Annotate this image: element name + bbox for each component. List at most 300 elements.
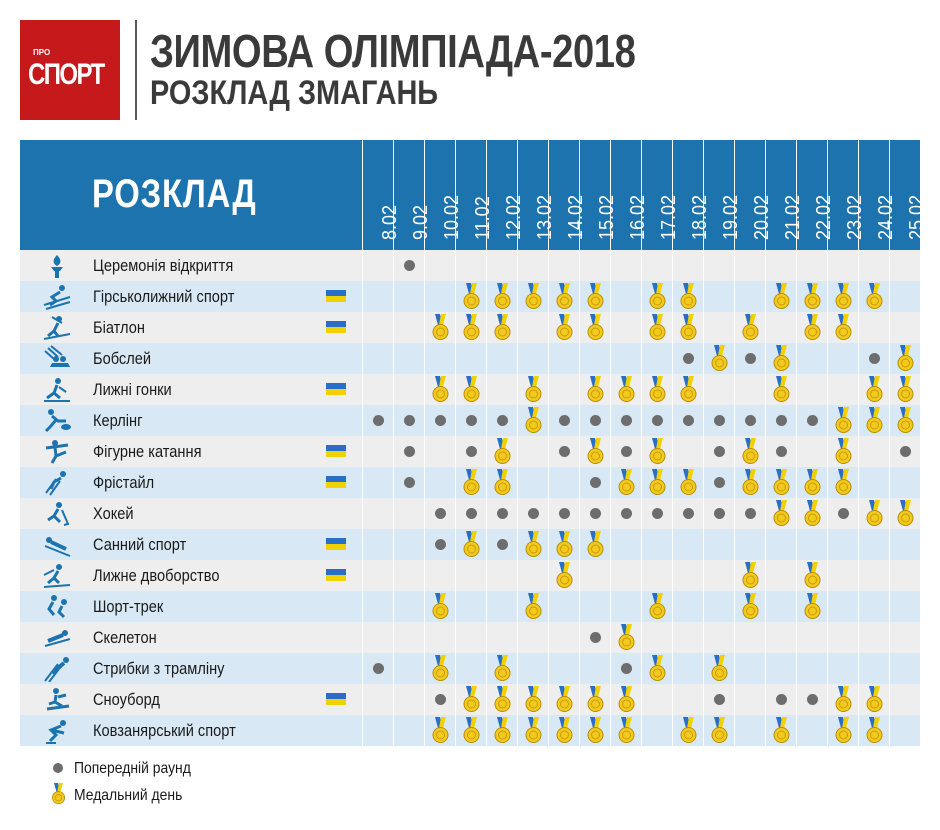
medal-day-icon <box>587 717 604 744</box>
medal-day-icon <box>463 283 480 310</box>
schedule-cell <box>889 529 920 560</box>
event-name: Стрибки з трамліну <box>93 659 225 678</box>
preliminary-round-dot <box>590 415 601 426</box>
schedule-cell <box>486 374 517 405</box>
schedule-cell <box>579 281 610 312</box>
schedule-cell <box>455 622 486 653</box>
schedule-cell <box>734 343 765 374</box>
preliminary-round-dot <box>869 353 880 364</box>
ukraine-flag-icon <box>326 290 346 302</box>
schedule-cell <box>734 591 765 622</box>
medal-day-icon <box>432 717 449 744</box>
medal-day-icon <box>680 283 697 310</box>
schedule-cell <box>734 560 765 591</box>
medal-day-icon <box>773 469 790 496</box>
schedule-cell <box>486 622 517 653</box>
schedule-cell <box>610 467 641 498</box>
event-name: Лижне двоборство <box>93 566 220 585</box>
date-label: 17.02 <box>658 194 680 240</box>
schedule-cell <box>548 498 579 529</box>
figure-skating-icon <box>42 438 72 465</box>
schedule-cell <box>517 312 548 343</box>
schedule-cell <box>393 343 424 374</box>
date-label: 21.02 <box>782 194 804 240</box>
schedule-cell <box>703 560 734 591</box>
hockey-icon <box>42 500 72 527</box>
schedule-cell <box>672 498 703 529</box>
schedule-cell <box>703 591 734 622</box>
schedule-cell <box>734 250 765 281</box>
ukraine-flag-icon <box>326 383 346 395</box>
schedule-cell <box>734 715 765 746</box>
schedule-cell <box>641 560 672 591</box>
medal-day-icon <box>773 717 790 744</box>
short-track-icon <box>42 593 72 620</box>
schedule-cell <box>362 653 393 684</box>
bobsleigh-icon <box>42 345 72 372</box>
schedule-cell <box>858 498 889 529</box>
preliminary-round-dot <box>714 446 725 457</box>
table-row <box>20 405 920 436</box>
schedule-cell <box>362 684 393 715</box>
medal-day-icon <box>587 314 604 341</box>
medal-day-icon <box>680 717 697 744</box>
schedule-cell <box>703 343 734 374</box>
legend-round-label: Попередній раунд <box>74 760 191 777</box>
medal-day-icon <box>587 531 604 558</box>
schedule-cell <box>486 312 517 343</box>
schedule-cell <box>548 250 579 281</box>
date-label: 13.02 <box>534 194 556 240</box>
medal-day-icon <box>649 314 666 341</box>
event-name: Хокей <box>93 504 134 523</box>
schedule-cell <box>455 436 486 467</box>
alpine-skiing-icon <box>42 283 72 310</box>
medal-day-icon <box>711 655 728 682</box>
schedule-cell <box>610 653 641 684</box>
schedule-cell <box>672 684 703 715</box>
schedule-cell <box>424 622 455 653</box>
schedule-cell <box>765 436 796 467</box>
schedule-cell <box>610 405 641 436</box>
preliminary-round-dot <box>807 415 818 426</box>
medal-day-icon <box>866 500 883 527</box>
schedule-cell <box>548 467 579 498</box>
schedule-cell <box>765 467 796 498</box>
medal-day-icon <box>432 376 449 403</box>
medal-day-icon <box>835 314 852 341</box>
medal-day-icon <box>587 376 604 403</box>
schedule-cell <box>734 405 765 436</box>
schedule-cell <box>486 591 517 622</box>
medal-day-icon <box>618 376 635 403</box>
schedule-cell <box>765 405 796 436</box>
medal-day-icon <box>835 686 852 713</box>
schedule-cell <box>889 467 920 498</box>
preliminary-round-dot <box>776 415 787 426</box>
schedule-cell <box>889 436 920 467</box>
schedule-cell <box>517 622 548 653</box>
event-name: Сноуборд <box>93 690 160 709</box>
biathlon-icon <box>42 314 72 341</box>
date-label: 22.02 <box>813 194 835 240</box>
medal-day-icon <box>866 283 883 310</box>
medal-day-icon <box>804 314 821 341</box>
event-name: Керлінг <box>93 411 143 430</box>
schedule-cell <box>517 560 548 591</box>
schedule-cell <box>672 405 703 436</box>
date-column-header <box>610 140 649 250</box>
schedule-cell <box>486 529 517 560</box>
schedule-cell <box>765 281 796 312</box>
medal-day-icon <box>866 717 883 744</box>
nordic-combined-icon <box>42 562 72 589</box>
medal-day-icon <box>897 407 914 434</box>
schedule-cell <box>672 436 703 467</box>
medal-day-icon <box>556 531 573 558</box>
schedule-cell <box>765 250 796 281</box>
medal-day-icon <box>618 624 635 651</box>
schedule-cell <box>455 374 486 405</box>
medal-day-icon <box>618 469 635 496</box>
schedule-cell <box>765 591 796 622</box>
schedule-cell <box>858 281 889 312</box>
medal-day-icon <box>432 593 449 620</box>
schedule-cell <box>486 281 517 312</box>
date-label: 14.02 <box>565 194 587 240</box>
schedule-cell <box>548 405 579 436</box>
schedule-cell <box>424 374 455 405</box>
date-label: 19.02 <box>720 194 742 240</box>
table-row <box>20 467 920 498</box>
date-label: 10.02 <box>441 194 463 240</box>
schedule-cell <box>393 529 424 560</box>
schedule-cell <box>424 281 455 312</box>
medal-day-icon <box>897 345 914 372</box>
schedule-cell <box>362 529 393 560</box>
event-name: Бобслей <box>93 349 152 368</box>
medal-day-icon <box>773 500 790 527</box>
schedule-cell <box>610 591 641 622</box>
schedule-cell <box>827 250 858 281</box>
preliminary-round-dot <box>590 477 601 488</box>
schedule-cell <box>858 467 889 498</box>
medal-day-icon <box>742 438 759 465</box>
schedule-cell <box>610 622 641 653</box>
schedule-cell <box>486 343 517 374</box>
schedule-cell <box>362 560 393 591</box>
schedule-cell <box>455 281 486 312</box>
skeleton-icon <box>42 624 72 651</box>
schedule-cell <box>486 715 517 746</box>
schedule-cell <box>579 591 610 622</box>
preliminary-round-dot <box>435 539 446 550</box>
schedule-cell <box>455 467 486 498</box>
schedule-cell <box>610 529 641 560</box>
preliminary-round-dot <box>652 415 663 426</box>
schedule-cell <box>796 405 827 436</box>
medal-day-icon <box>494 655 511 682</box>
preliminary-round-dot <box>559 446 570 457</box>
page-title: ЗИМОВА ОЛІМПІАДА-2018 <box>150 25 636 77</box>
schedule-cell <box>672 715 703 746</box>
schedule-cell <box>579 312 610 343</box>
medal-day-icon <box>835 283 852 310</box>
date-column-header <box>548 140 587 250</box>
preliminary-round-dot <box>373 663 384 674</box>
preliminary-round-dot <box>590 508 601 519</box>
schedule-cell <box>827 560 858 591</box>
schedule-cell <box>858 715 889 746</box>
table-row <box>20 560 920 591</box>
table-row <box>20 281 920 312</box>
medal-day-icon <box>866 407 883 434</box>
schedule-cell <box>486 560 517 591</box>
schedule-cell <box>610 498 641 529</box>
schedule-cell <box>579 405 610 436</box>
preliminary-round-dot <box>807 694 818 705</box>
schedule-cell <box>424 405 455 436</box>
schedule-cell <box>796 281 827 312</box>
schedule-cell <box>765 560 796 591</box>
schedule-cell <box>362 343 393 374</box>
table-row <box>20 684 920 715</box>
preliminary-round-dot <box>776 446 787 457</box>
date-column-header <box>641 140 680 250</box>
schedule-cell <box>455 715 486 746</box>
schedule-cell <box>486 467 517 498</box>
schedule-cell <box>641 281 672 312</box>
schedule-cell <box>734 653 765 684</box>
schedule-cell <box>641 591 672 622</box>
event-name: Скелетон <box>93 628 157 647</box>
schedule-cell <box>796 684 827 715</box>
schedule-cell <box>858 653 889 684</box>
torch-icon <box>42 252 72 279</box>
schedule-cell <box>486 405 517 436</box>
schedule-cell <box>362 715 393 746</box>
medal-day-icon <box>494 314 511 341</box>
schedule-cell <box>610 715 641 746</box>
schedule-cell <box>455 312 486 343</box>
schedule-cell <box>486 436 517 467</box>
schedule-cell <box>703 529 734 560</box>
schedule-cell <box>548 436 579 467</box>
schedule-cell <box>424 715 455 746</box>
medal-day-icon <box>556 717 573 744</box>
logo-small-text: ПРО <box>33 48 51 57</box>
medal-day-icon <box>804 500 821 527</box>
schedule-cell <box>858 312 889 343</box>
date-column-header <box>796 140 835 250</box>
table-row <box>20 250 920 281</box>
schedule-cell <box>393 715 424 746</box>
schedule-header <box>20 140 928 250</box>
medal-day-icon <box>494 717 511 744</box>
schedule-cell <box>579 653 610 684</box>
schedule-cell <box>517 405 548 436</box>
schedule-cell <box>858 374 889 405</box>
schedule-cell <box>579 560 610 591</box>
preliminary-round-dot <box>900 446 911 457</box>
date-column-header <box>889 140 928 250</box>
schedule-cell <box>796 250 827 281</box>
ukraine-flag-icon <box>326 476 346 488</box>
preliminary-round-dot <box>528 508 539 519</box>
schedule-cell <box>889 560 920 591</box>
table-row <box>20 715 920 746</box>
schedule-cell <box>579 529 610 560</box>
schedule-cell <box>827 467 858 498</box>
preliminary-round-dot <box>559 415 570 426</box>
schedule-cell <box>641 529 672 560</box>
schedule-cell <box>517 374 548 405</box>
schedule-cell <box>796 591 827 622</box>
date-column-header <box>579 140 618 250</box>
medal-day-icon <box>463 686 480 713</box>
schedule-cell <box>424 591 455 622</box>
schedule-cell <box>858 343 889 374</box>
date-column-header <box>393 140 432 250</box>
schedule-cell <box>548 281 579 312</box>
page-subtitle: РОЗКЛАД ЗМАГАНЬ <box>150 74 439 112</box>
schedule-cell <box>703 467 734 498</box>
schedule-cell <box>641 467 672 498</box>
schedule-cell <box>393 591 424 622</box>
schedule-cell <box>424 653 455 684</box>
schedule-cell <box>641 374 672 405</box>
schedule-cell <box>517 684 548 715</box>
schedule-cell <box>579 374 610 405</box>
schedule-cell <box>672 250 703 281</box>
schedule-cell <box>579 684 610 715</box>
schedule-cell <box>703 436 734 467</box>
schedule-cell <box>455 498 486 529</box>
schedule-cell <box>424 467 455 498</box>
legend-medal-label: Медальний день <box>74 787 183 804</box>
schedule-cell <box>703 312 734 343</box>
schedule-cell <box>703 250 734 281</box>
schedule-cell <box>393 250 424 281</box>
table-row <box>20 622 920 653</box>
schedule-cell <box>703 498 734 529</box>
medal-day-icon <box>742 469 759 496</box>
schedule-cell <box>827 343 858 374</box>
schedule-cell <box>548 560 579 591</box>
schedule-cell <box>734 498 765 529</box>
schedule-cell <box>455 529 486 560</box>
schedule-cell <box>393 405 424 436</box>
medal-day-icon <box>525 686 542 713</box>
preliminary-round-dot <box>435 508 446 519</box>
schedule-cell <box>455 684 486 715</box>
medal-day-icon <box>649 283 666 310</box>
schedule-cell <box>734 281 765 312</box>
schedule-cell <box>424 343 455 374</box>
schedule-cell <box>455 653 486 684</box>
date-column-header <box>455 140 494 250</box>
schedule-cell <box>393 684 424 715</box>
preliminary-round-dot <box>404 477 415 488</box>
schedule-cell <box>796 374 827 405</box>
medal-day-icon <box>742 593 759 620</box>
schedule-cell <box>641 715 672 746</box>
schedule-cell <box>641 653 672 684</box>
schedule-cell <box>641 312 672 343</box>
schedule-cell <box>579 250 610 281</box>
schedule-cell <box>889 498 920 529</box>
schedule-cell <box>827 281 858 312</box>
medal-day-icon <box>742 314 759 341</box>
table-row <box>20 498 920 529</box>
schedule-cell <box>517 281 548 312</box>
date-label: 25.02 <box>906 194 928 240</box>
schedule-cell <box>610 281 641 312</box>
date-label: 8.02 <box>379 204 401 240</box>
date-column-header <box>362 140 401 250</box>
schedule-cell <box>858 436 889 467</box>
schedule-cell <box>889 281 920 312</box>
schedule-cell <box>486 250 517 281</box>
schedule-cell <box>610 560 641 591</box>
schedule-cell <box>765 312 796 343</box>
schedule-cell <box>362 498 393 529</box>
schedule-cell <box>393 653 424 684</box>
schedule-cell <box>827 529 858 560</box>
schedule-cell <box>424 684 455 715</box>
date-label: 16.02 <box>627 194 649 240</box>
schedule-cell <box>703 405 734 436</box>
table-row <box>20 591 920 622</box>
medal-day-icon <box>618 686 635 713</box>
medal-day-icon <box>773 376 790 403</box>
schedule-cell <box>362 436 393 467</box>
date-column-header <box>734 140 773 250</box>
schedule-cell <box>579 436 610 467</box>
schedule-cell <box>424 498 455 529</box>
schedule-cell <box>796 715 827 746</box>
freestyle-icon <box>42 469 72 496</box>
medal-day-icon <box>525 407 542 434</box>
ukraine-flag-icon <box>326 693 346 705</box>
schedule-cell <box>796 653 827 684</box>
schedule-cell <box>703 684 734 715</box>
schedule-cell <box>734 622 765 653</box>
schedule-label: РОЗКЛАД <box>92 172 257 216</box>
medal-day-icon <box>680 376 697 403</box>
schedule-cell <box>672 653 703 684</box>
snowboard-icon <box>42 686 72 713</box>
preliminary-round-dot <box>466 508 477 519</box>
schedule-cell <box>393 560 424 591</box>
schedule-cell <box>517 250 548 281</box>
legend-medal-icon <box>51 783 66 805</box>
medal-day-icon <box>835 407 852 434</box>
medal-day-icon <box>804 283 821 310</box>
schedule-cell <box>610 436 641 467</box>
medal-day-icon <box>897 500 914 527</box>
event-name: Церемонія відкриття <box>93 256 234 275</box>
schedule-cell <box>672 374 703 405</box>
schedule-cell <box>579 715 610 746</box>
preliminary-round-dot <box>373 415 384 426</box>
preliminary-round-dot <box>466 446 477 457</box>
ukraine-flag-icon <box>326 569 346 581</box>
medal-day-icon <box>463 314 480 341</box>
preliminary-round-dot <box>621 415 632 426</box>
event-name: Гірськолижний спорт <box>93 287 235 306</box>
schedule-cell <box>765 715 796 746</box>
